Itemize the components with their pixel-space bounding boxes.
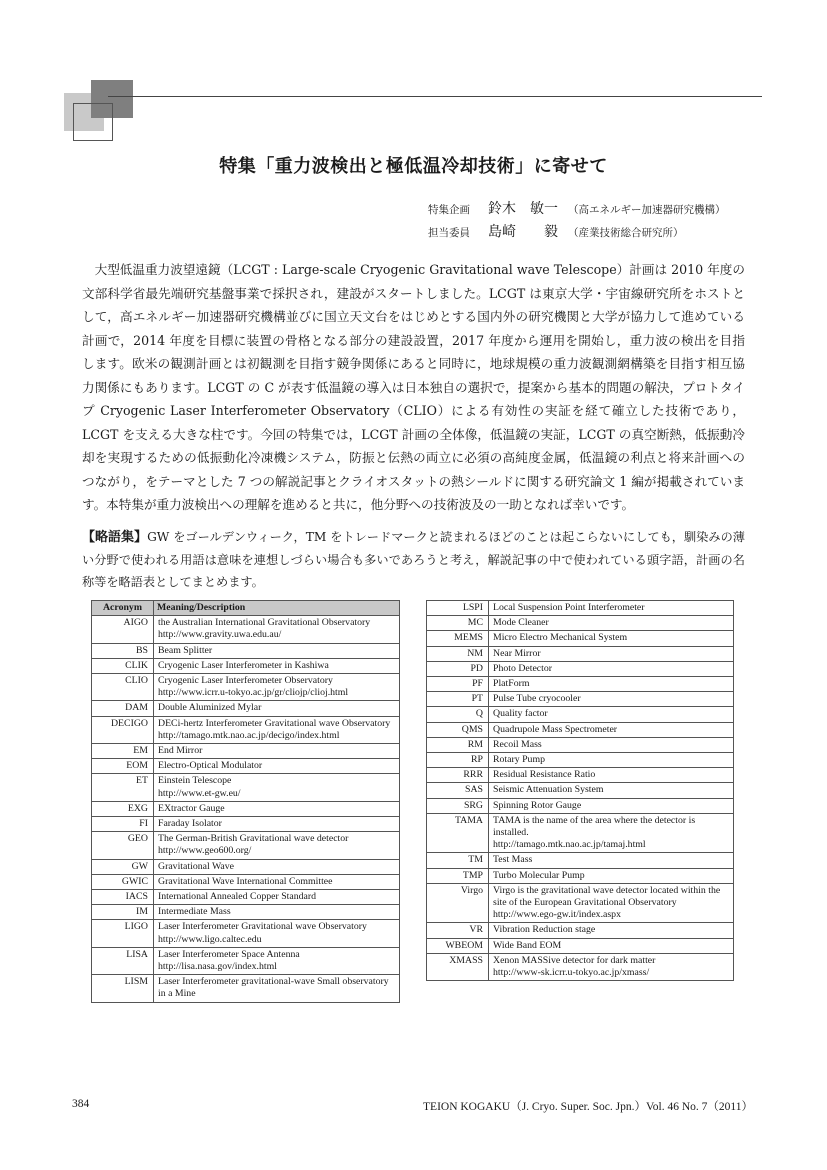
meaning-cell [154, 832, 400, 859]
header-decoration-outline-square [73, 103, 113, 141]
meaning-text: End Mirror [158, 745, 203, 757]
meaning-cell [489, 631, 734, 646]
glossary-row [427, 677, 734, 692]
acronym-cell: LISA [92, 947, 154, 974]
credit-affiliation: （高エネルギー加速器研究機構） [568, 204, 726, 216]
glossary-row [427, 722, 734, 737]
meaning-text: Rotary Pump [493, 754, 545, 766]
journal-citation: TEION KOGAKU（J. Cryo. Super. Soc. Jpn.）Vol. 46 No. 7（2011） [423, 1101, 753, 1113]
meaning-cell [154, 905, 400, 920]
glossary-row [92, 759, 400, 774]
url-text: http://www.icrr.u-tokyo.ac.jp/gr/cliojp/clioj.html [158, 687, 349, 699]
glossary-row [92, 658, 400, 673]
glossary-row [427, 883, 734, 923]
meaning-text: PlatForm [493, 678, 530, 690]
glossary-row [427, 798, 734, 813]
meaning-text: Near Mirror [493, 647, 541, 659]
meaning-cell [489, 868, 734, 883]
meaning-cell [154, 859, 400, 874]
acronym-cell: GW [92, 859, 154, 874]
acronym-cell: Q [427, 707, 489, 722]
glossary-row [92, 817, 400, 832]
acronym-cell: DECIGO [92, 716, 154, 743]
article-title: 特集「重力波検出と極低温冷却技術」に寄せて [219, 156, 608, 177]
meaning-text: Laser Interferometer Space Antenna [158, 948, 300, 960]
article-body: 大型低温重力波望遠鏡（LCGT : Large-scale Cryogenic Gravitational wave Telescope）計画は 2010 年度の文部科学省最先端研究基盤事業で採択され，建設がスタートしました。LCGT は東京大学・宇宙線研究所をホストとして，高エネルギー加速器研究機構並びに国立天文台をはじめとする国内外の研究機関と大学が協力して進めている計画で，2014 年度を目標に装置の骨格となる部分の建設設置，2017 年度から運用を開始し，重力波の検出を目指します。欧米の観測計画とは初観測を目指す競争関係にあると同時に，地球規模の重力波観測網構築を目指す相互協力関係にもあります。LCGT の C が表す低温鏡の導入は日本独自の選択で，提案から基本的問題の解決，プロトタイプ Cryogenic Laser Interferometer Observatory（CLIO）による有効性の実証を経て確立した技術であり，LCGT を支える大きな柱です。今回の特集では，LCGT 計画の全体像，低温鏡の実証，LCGT の真空断熱，低振動冷却を実現するための低振動化冷凍機システム，防振と伝熱の両立に必須の高純度金属，低温鏡の利点と将来計画へのつながり，をテーマとした 7 つの解説記事とクライオスタットの熱シールドに関する研究論文 1 編が掲載されています。本特集が重力波検出への理解を進めると共に，他分野への技術波及の一助となれば幸いです。 [82, 262, 745, 512]
acronym-cell: CLIK [92, 658, 154, 673]
meaning-cell [154, 616, 400, 643]
meaning-text: Virgo is the gravitational wave detector located within the site of the European Gravitational Observatory [493, 884, 721, 909]
glossary-row [427, 768, 734, 783]
acronym-cell: FI [92, 817, 154, 832]
meaning-text: Quadrupole Mass Spectrometer [493, 723, 618, 735]
glossary-row [92, 905, 400, 920]
credit-affiliation: （産業技術総合研究所） [568, 227, 684, 239]
glossary-row [427, 601, 734, 616]
acronym-cell: ET [92, 774, 154, 801]
acronym-cell: EXG [92, 801, 154, 816]
meaning-text: Gravitational Wave International Committee [158, 875, 333, 887]
meaning-cell [154, 658, 400, 673]
glossary-row [427, 953, 734, 980]
acronym-cell: BS [92, 643, 154, 658]
glossary-row [427, 868, 734, 883]
glossary-row [427, 661, 734, 676]
url-text: http://www.ego-gw.it/index.aspx [493, 909, 621, 921]
credit-row-committee [428, 221, 726, 244]
acronym-cell: RM [427, 737, 489, 752]
meaning-cell [489, 783, 734, 798]
url-text: http://tamago.mtk.nao.ac.jp/decigo/index.html [158, 729, 340, 741]
glossary-row [92, 701, 400, 716]
meaning-cell [489, 722, 734, 737]
acronym-cell: PF [427, 677, 489, 692]
meaning-text: TAMA is the name of the area where the detector is installed. [493, 814, 696, 839]
glossary-intro-text: GW をゴールデンウィーク，TM をトレードマークと読まれるほどのことは起こらないにしても，馴染みの薄い分野で使われる用語は意味を連想しづらい場合も多いであろうと考え，解説記事の中で使われている頭字語，計画の名称等を略語表としてまとめます。 [82, 530, 745, 589]
meaning-text: Laser Interferometer Gravitational wave Observatory [158, 921, 367, 933]
meaning-cell [154, 975, 400, 1002]
acronym-cell: SAS [427, 783, 489, 798]
meaning-text: Electro-Optical Modulator [158, 760, 263, 772]
meaning-text: Test Mass [493, 854, 533, 866]
acronym-cell: GEO [92, 832, 154, 859]
meaning-cell [489, 677, 734, 692]
glossary-row [92, 801, 400, 816]
meaning-cell [154, 801, 400, 816]
meaning-text: Recoil Mass [493, 738, 542, 750]
meaning-text: Micro Electro Mechanical System [493, 632, 628, 644]
glossary-row [427, 737, 734, 752]
url-text: http://lisa.nasa.gov/index.html [158, 961, 277, 973]
meaning-text: Vibration Reduction stage [493, 924, 596, 936]
acronym-cell: EOM [92, 759, 154, 774]
glossary-intro [82, 526, 745, 593]
acronym-header: Acronym [92, 601, 154, 616]
meaning-cell [489, 737, 734, 752]
meaning-text: Double Aluminized Mylar [158, 702, 262, 714]
meaning-cell [489, 753, 734, 768]
meaning-cell [489, 616, 734, 631]
meaning-cell [154, 920, 400, 947]
glossary-label: 【略語集】 [82, 530, 148, 545]
acronym-cell: SRG [427, 798, 489, 813]
acronym-cell: DAM [92, 701, 154, 716]
header-rule [108, 96, 762, 97]
meaning-cell [154, 759, 400, 774]
meaning-text: Pulse Tube cryocooler [493, 693, 581, 705]
glossary-row [427, 783, 734, 798]
meaning-cell [154, 774, 400, 801]
url-text: http://www.et-gw.eu/ [158, 787, 241, 799]
glossary-row [92, 744, 400, 759]
acronym-cell: TMP [427, 868, 489, 883]
meaning-cell [154, 744, 400, 759]
acronym-cell: NM [427, 646, 489, 661]
credit-name: 島崎 毅 [488, 224, 558, 240]
meaning-text: Intermediate Mass [158, 906, 231, 918]
meaning-text: DECi-hertz Interferometer Gravitational wave Observatory [158, 717, 391, 729]
meaning-cell [489, 768, 734, 783]
meaning-text: Residual Resistance Ratio [493, 769, 596, 781]
glossary-row [92, 874, 400, 889]
acronym-cell: VR [427, 923, 489, 938]
glossary-row [427, 616, 734, 631]
glossary-row [92, 774, 400, 801]
acronym-cell: MC [427, 616, 489, 631]
acronym-cell: IM [92, 905, 154, 920]
acronym-cell: TAMA [427, 813, 489, 853]
meaning-text: Beam Splitter [158, 644, 213, 656]
meaning-text: Wide Band EOM [493, 939, 562, 951]
page-number: 384 [72, 1098, 90, 1110]
meaning-text: The German-British Gravitational wave detector [158, 833, 349, 845]
glossary-row [92, 920, 400, 947]
meaning-text: Laser Interferometer gravitational-wave Small observatory in a Mine [158, 976, 389, 1000]
meaning-cell [489, 707, 734, 722]
glossary-row [92, 890, 400, 905]
glossary-row [427, 813, 734, 853]
meaning-cell [154, 890, 400, 905]
meaning-text: Faraday Isolator [158, 818, 222, 830]
meaning-text: Cryogenic Laser Interferometer in Kashiwa [158, 659, 329, 671]
glossary-row [92, 859, 400, 874]
acronym-cell: WBEOM [427, 938, 489, 953]
meaning-cell [489, 938, 734, 953]
meaning-cell [154, 874, 400, 889]
meaning-cell [154, 947, 400, 974]
glossary-row [92, 643, 400, 658]
glossary-row [92, 947, 400, 974]
acronym-cell: MEMS [427, 631, 489, 646]
glossary-row [92, 832, 400, 859]
glossary-row [92, 716, 400, 743]
meaning-cell [154, 817, 400, 832]
meaning-text: Turbo Molecular Pump [493, 869, 585, 881]
credits-block [428, 198, 726, 244]
meaning-text: Xenon MASSive detector for dark matter [493, 954, 656, 966]
meaning-cell [489, 853, 734, 868]
acronym-cell: RP [427, 753, 489, 768]
meaning-text: the Australian International Gravitational Observatory [158, 617, 371, 629]
meaning-cell [489, 798, 734, 813]
acronym-cell: EM [92, 744, 154, 759]
meaning-text: Photo Detector [493, 662, 553, 674]
meaning-cell [489, 661, 734, 676]
url-text: http://www.ligo.caltec.edu [158, 933, 262, 945]
meaning-cell [154, 701, 400, 716]
acronym-cell: PT [427, 692, 489, 707]
glossary-table-right [426, 600, 734, 981]
glossary-row [427, 631, 734, 646]
meaning-cell [154, 643, 400, 658]
meaning-cell [154, 716, 400, 743]
meaning-text: Seismic Attenuation System [493, 784, 604, 796]
acronym-cell: TM [427, 853, 489, 868]
meaning-cell [489, 692, 734, 707]
acronym-cell: LSPI [427, 601, 489, 616]
acronym-cell: CLIO [92, 674, 154, 701]
acronym-cell: QMS [427, 722, 489, 737]
glossary-row [427, 646, 734, 661]
glossary-row [427, 753, 734, 768]
credit-role: 担当委員 [428, 227, 470, 239]
meaning-cell [489, 813, 734, 853]
url-text: http://www-sk.icrr.u-tokyo.ac.jp/xmass/ [493, 967, 650, 979]
glossary-table-left [91, 600, 400, 1003]
glossary-row [92, 616, 400, 643]
glossary-row [427, 938, 734, 953]
acronym-cell: LISM [92, 975, 154, 1002]
meaning-text: Spinning Rotor Gauge [493, 799, 582, 811]
url-text: http://www.gravity.uwa.edu.au/ [158, 629, 282, 641]
acronym-cell: Virgo [427, 883, 489, 923]
glossary-row [92, 674, 400, 701]
meaning-text: EXtractor Gauge [158, 802, 225, 814]
meaning-cell [489, 953, 734, 980]
url-text: http://tamago.mtk.nao.ac.jp/tamaj.html [493, 839, 646, 851]
meaning-header: Meaning/Description [154, 601, 400, 616]
meaning-cell [154, 674, 400, 701]
meaning-text: Cryogenic Laser Interferometer Observatory [158, 675, 333, 687]
credit-name: 鈴木 敏一 [488, 201, 558, 217]
acronym-cell: AIGO [92, 616, 154, 643]
acronym-cell: XMASS [427, 953, 489, 980]
meaning-text: Mode Cleaner [493, 617, 549, 629]
meaning-text: International Annealed Copper Standard [158, 891, 317, 903]
meaning-cell [489, 646, 734, 661]
meaning-text: Quality factor [493, 708, 548, 720]
glossary-row [427, 707, 734, 722]
meaning-cell [489, 883, 734, 923]
meaning-text: Gravitational Wave [158, 860, 235, 872]
url-text: http://www.geo600.org/ [158, 845, 252, 857]
glossary-row [427, 853, 734, 868]
glossary-row [427, 923, 734, 938]
acronym-cell: PD [427, 661, 489, 676]
meaning-text: Einstein Telescope [158, 775, 232, 787]
acronym-cell: IACS [92, 890, 154, 905]
meaning-text: Local Suspension Point Interferometer [493, 602, 645, 613]
acronym-cell: RRR [427, 768, 489, 783]
glossary-row [92, 975, 400, 1002]
glossary-row [427, 692, 734, 707]
meaning-cell [489, 601, 734, 616]
credit-row-planner [428, 198, 726, 221]
glossary-header-row [92, 601, 400, 616]
meaning-cell [489, 923, 734, 938]
acronym-cell: LIGO [92, 920, 154, 947]
acronym-cell: GWIC [92, 874, 154, 889]
credit-role: 特集企画 [428, 204, 470, 216]
